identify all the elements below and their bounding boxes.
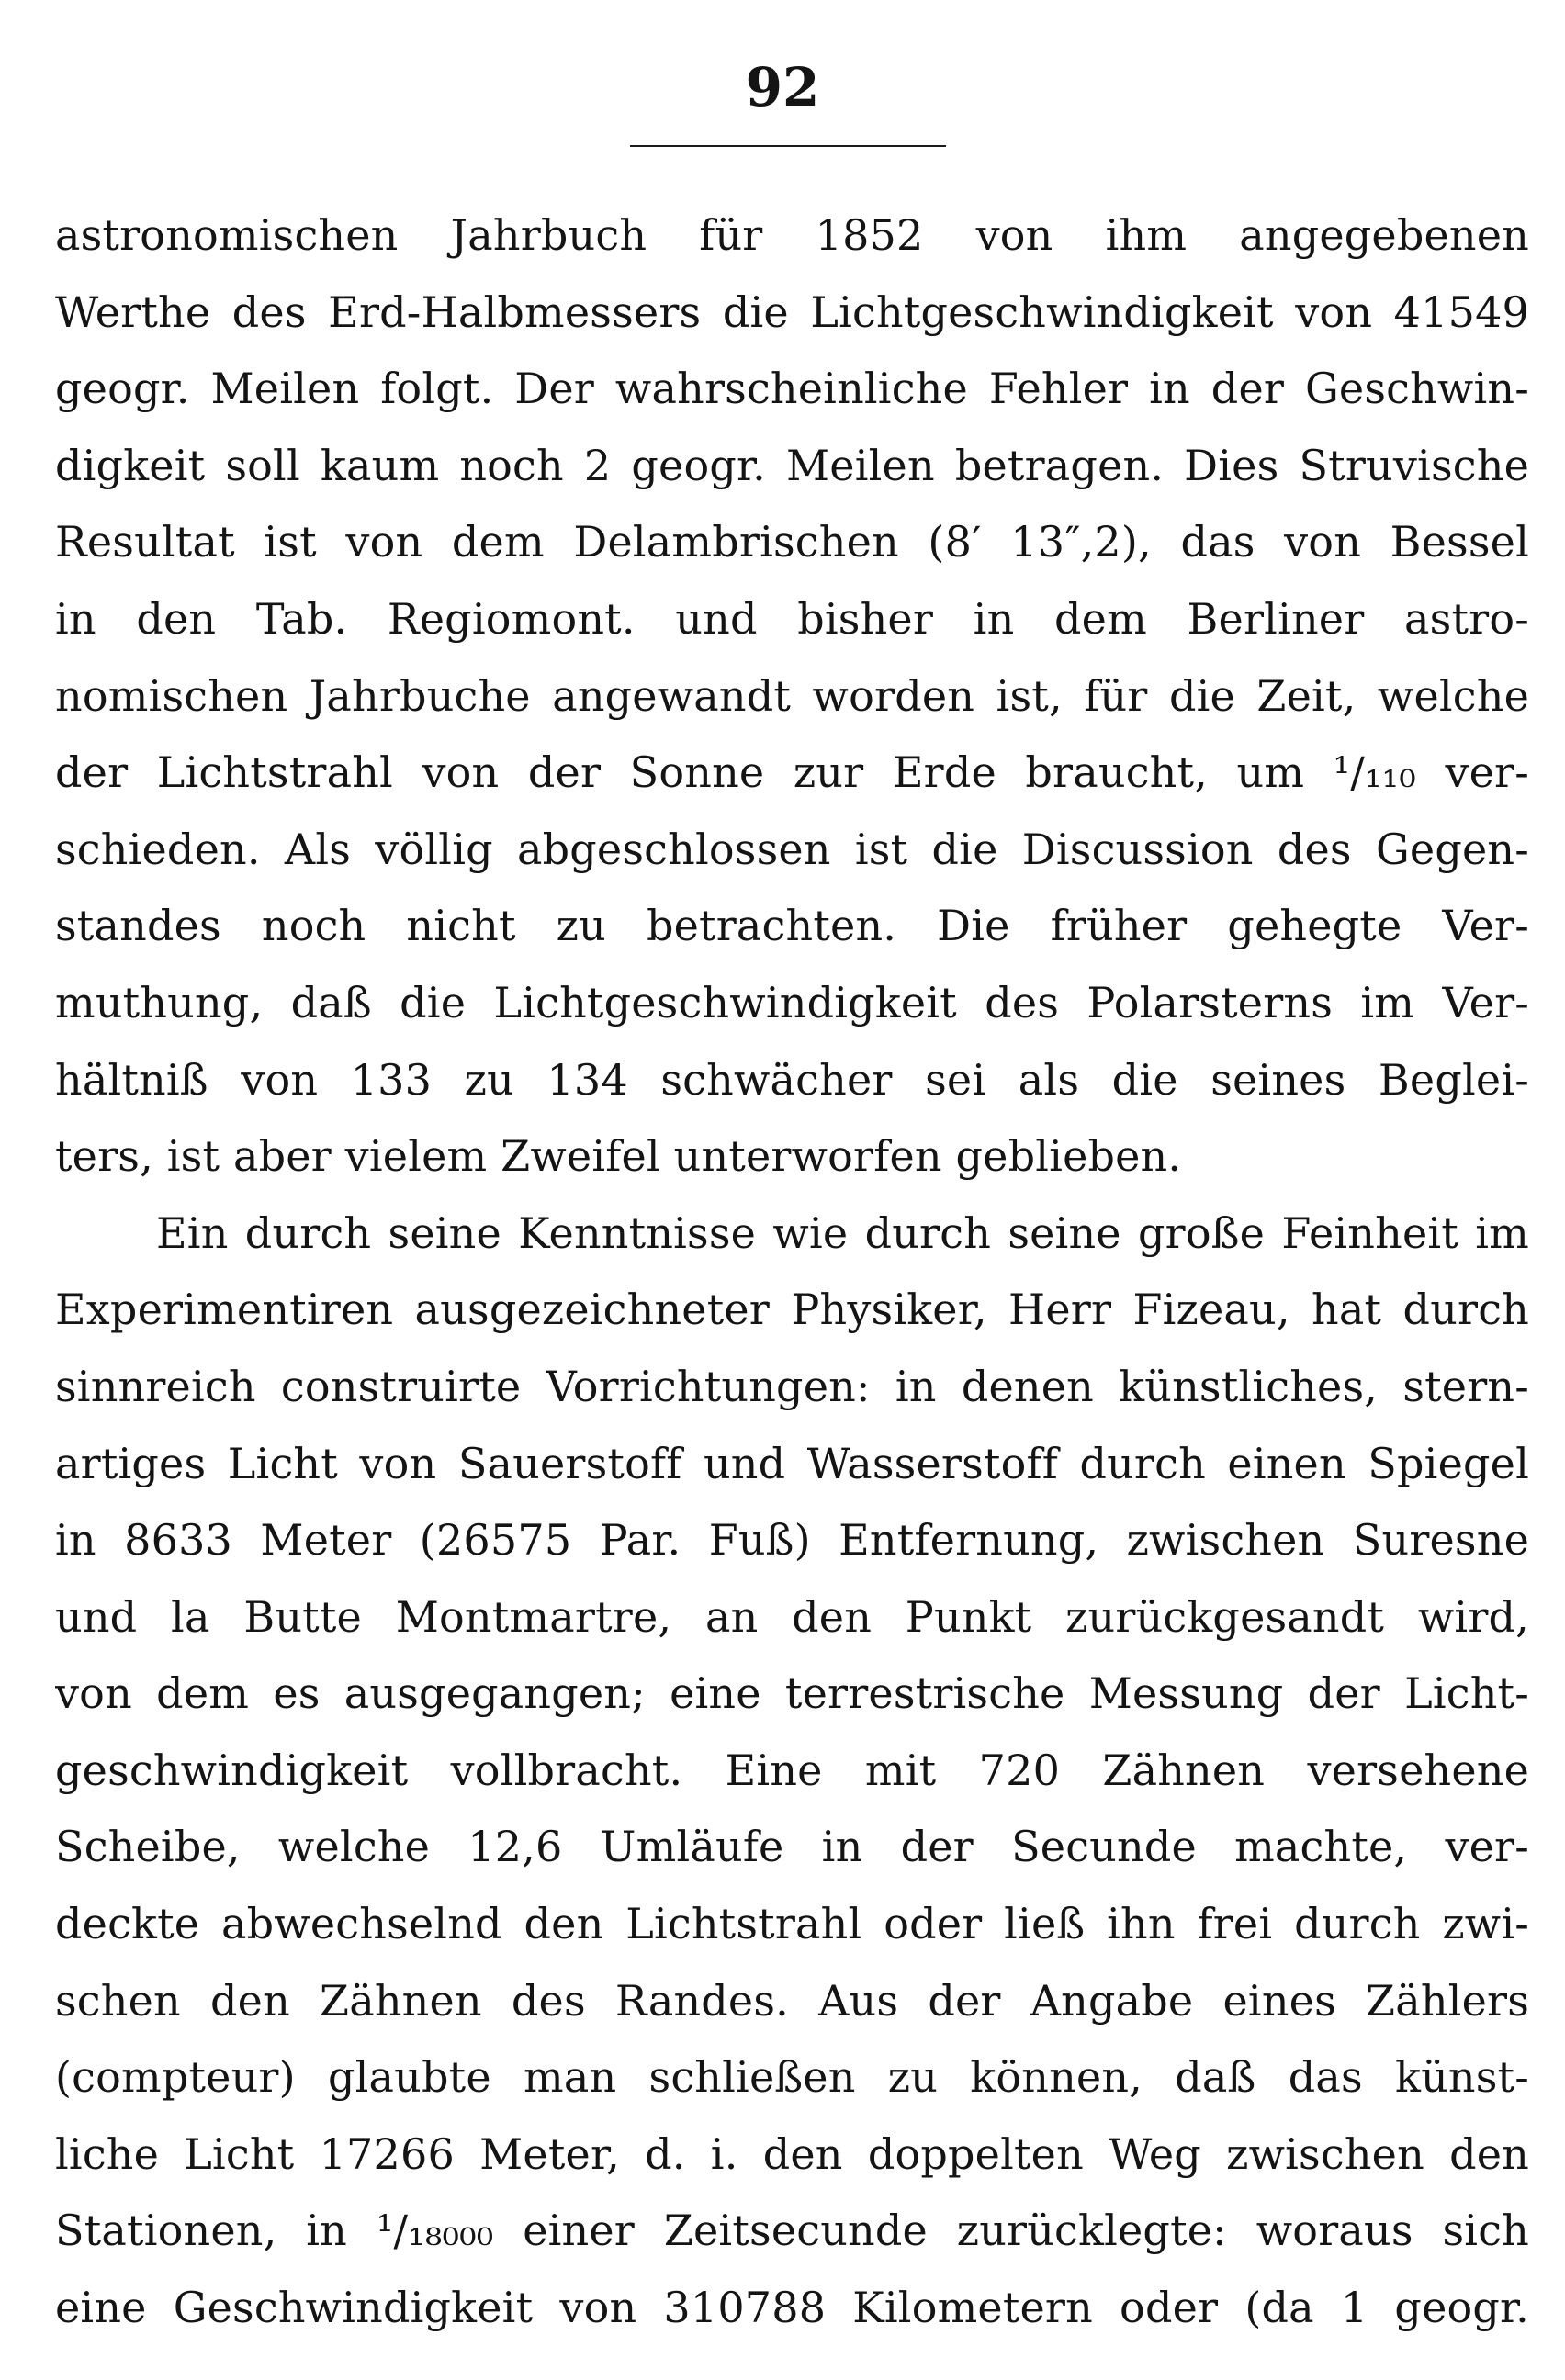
text-line: eine Geschwindigkeit von 310788 Kilometern oder (da 1 geogr. xyxy=(55,2283,1529,2333)
text-line: astronomischen Jahrbuch für 1852 von ihm angegebenen xyxy=(55,210,1529,260)
text-line: in den Tab. Regiomont. und bisher in dem Berliner astro- xyxy=(55,593,1529,644)
text-line: in 8633 Meter (26575 Par. Fuß) Entfernung, zwischen Suresne xyxy=(55,1515,1529,1566)
text-line: sinnreich construirte Vorrichtungen: in denen künstliches, stern- xyxy=(55,1361,1529,1411)
text-line: der Lichtstrahl von der Sonne zur Erde braucht, um ¹/₁₁₀ ver- xyxy=(55,747,1529,798)
text-line: von dem es ausgegangen; eine terrestrische Messung der Licht- xyxy=(55,1668,1529,1719)
text-line: Scheibe, welche 12,6 Umläufe in der Secunde machte, ver- xyxy=(55,1822,1529,1872)
text-line: hältniß von 133 zu 134 schwächer sei als die seines Beglei- xyxy=(55,1054,1529,1105)
paragraph-end-line: ters, ist aber vielem Zweifel unterworfen geblieben. xyxy=(55,1131,1182,1182)
text-line: standes noch nicht zu betrachten. Die früher gehegte Ver- xyxy=(55,901,1529,951)
text-line: Resultat ist von dem Delambrischen (8′ 13″,2), das von Bessel xyxy=(55,517,1529,567)
text-line: und la Butte Montmartre, an den Punkt zurückgesandt wird, xyxy=(55,1591,1529,1642)
text-line: geogr. Meilen folgt. Der wahrscheinliche Fehler in der Geschwin- xyxy=(55,364,1529,414)
header-rule xyxy=(630,145,946,147)
text-line: geschwindigkeit vollbracht. Eine mit 720 Zähnen versehene xyxy=(55,1745,1529,1795)
text-line: Werthe des Erd-Halbmessers die Lichtgeschwindigkeit von 41549 xyxy=(55,286,1529,337)
text-line: muthung, daß die Lichtgeschwindigkeit des Polarsterns im Ver- xyxy=(55,977,1529,1027)
text-line: artiges Licht von Sauerstoff und Wasserstoff durch einen Spiegel xyxy=(55,1438,1529,1488)
text-line: schieden. Als völlig abgeschlossen ist die Discussion des Gegen- xyxy=(55,824,1529,874)
text-line: Experimentiren ausgezeichneter Physiker, Herr Fizeau, hat durch xyxy=(55,1285,1529,1335)
text-line: (compteur) glaubte man schließen zu können, daß das künst- xyxy=(55,2052,1529,2103)
paragraph-start-line: Ein durch seine Kenntnisse wie durch seine große Feinheit im xyxy=(156,1207,1529,1258)
body-text xyxy=(55,197,1529,2347)
text-line: digkeit soll kaum noch 2 geogr. Meilen betragen. Dies Struvische xyxy=(55,440,1529,490)
text-line: deckte abwechselnd den Lichtstrahl oder ließ ihn frei durch zwi- xyxy=(55,1899,1529,1949)
page-number: 92 xyxy=(745,56,820,118)
text-line: schen den Zähnen des Randes. Aus der Angabe eines Zählers xyxy=(55,1975,1529,2026)
text-line: liche Licht 17266 Meter, d. i. den doppelten Weg zwischen den xyxy=(55,2128,1529,2179)
text-line: nomischen Jahrbuche angewandt worden ist, für die Zeit, welche xyxy=(55,670,1529,721)
text-line: Stationen, in ¹/₁₈₀₀₀ einer Zeitsecunde zurücklegte: woraus sich xyxy=(55,2206,1529,2256)
